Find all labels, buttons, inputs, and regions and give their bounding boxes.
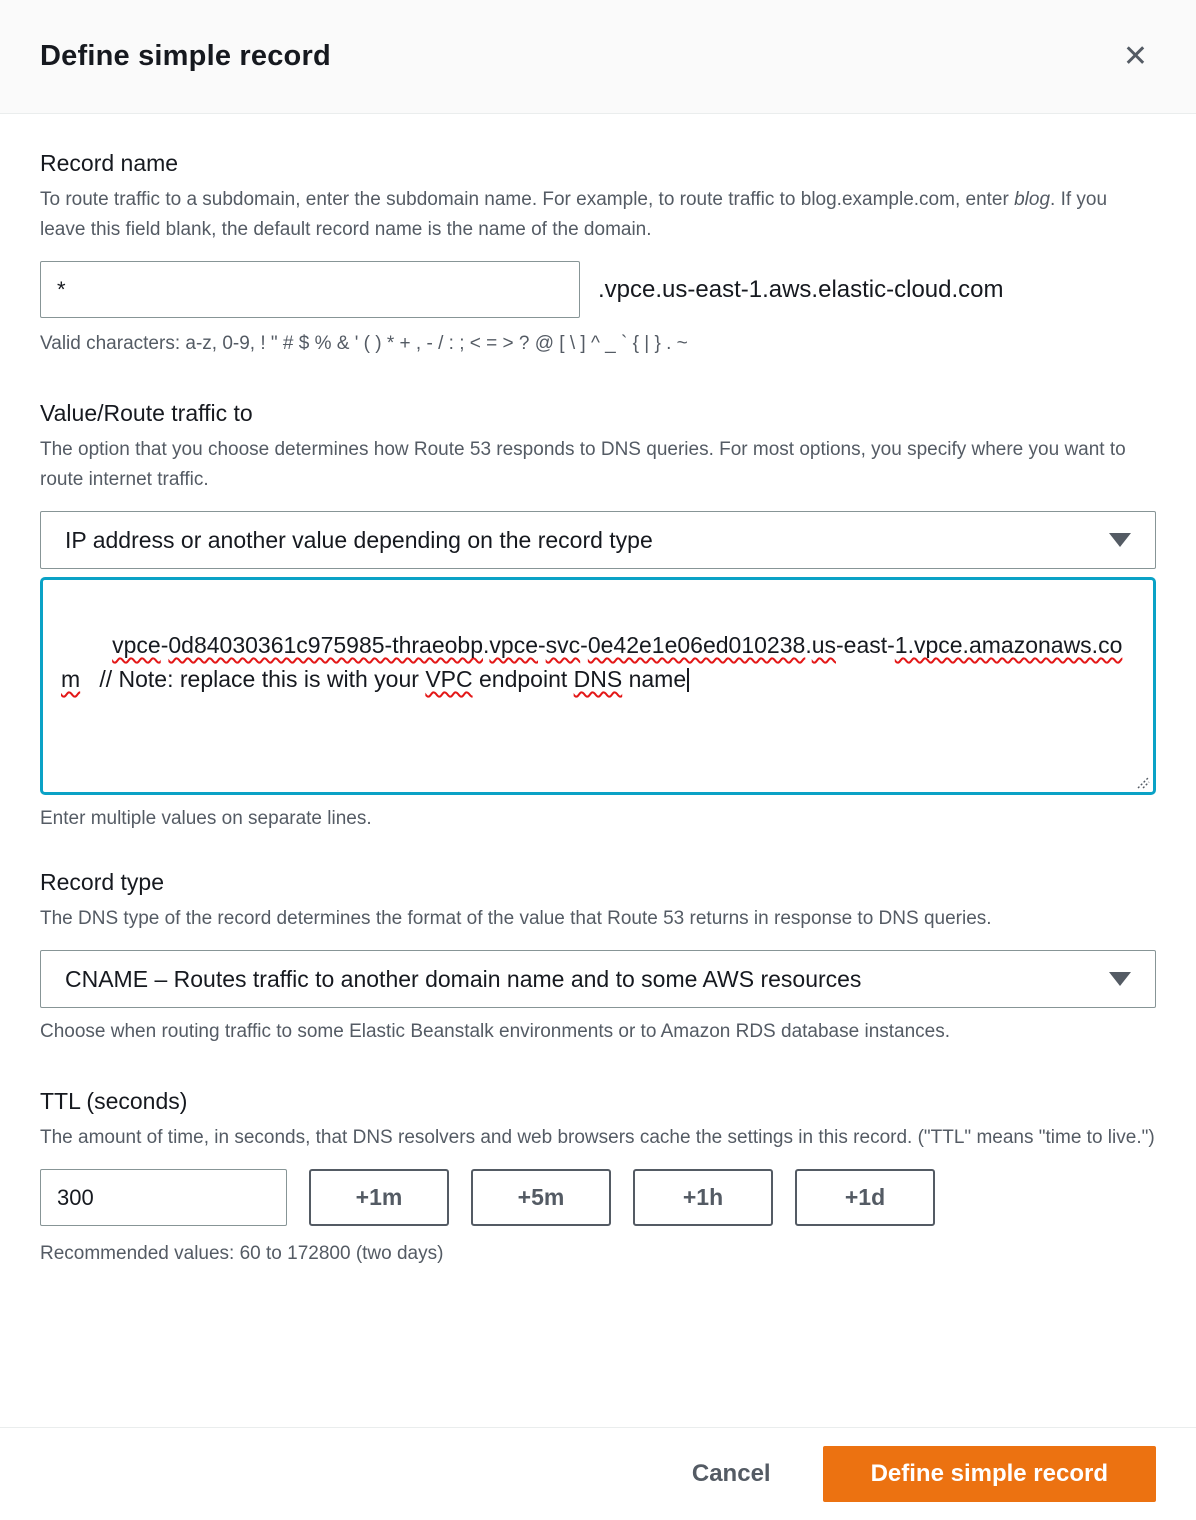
record-type-description: The DNS type of the record determines the format of the value that Route 53 returns in response to DNS queries. bbox=[40, 908, 992, 929]
misspelled-text: svc bbox=[545, 632, 581, 658]
ttl-row bbox=[40, 1169, 1156, 1226]
record-name-section bbox=[40, 150, 1156, 358]
misspelled-text: DNS bbox=[573, 666, 623, 692]
ttl-quick-buttons bbox=[309, 1169, 935, 1226]
value-route-dropdown[interactable] bbox=[40, 511, 1156, 569]
close-icon[interactable]: ✕ bbox=[1119, 38, 1152, 76]
dialog-title: Define simple record bbox=[40, 40, 331, 72]
misspelled-text: 0e42e1e06ed010238 bbox=[587, 632, 806, 658]
record-name-description bbox=[40, 185, 1156, 245]
record-type-label: Record type bbox=[40, 869, 165, 895]
textarea-text: endpoint bbox=[472, 666, 574, 692]
multiple-values-helper: Enter multiple values on separate lines. bbox=[40, 808, 372, 829]
misspelled-text: 0d84030361c975985-thraeobp bbox=[168, 632, 484, 658]
misspelled-text: vpce bbox=[112, 632, 161, 658]
ttl-input[interactable] bbox=[40, 1169, 287, 1226]
record-name-row bbox=[40, 261, 1156, 318]
record-name-label: Record name bbox=[40, 150, 179, 176]
value-textarea[interactable] bbox=[40, 577, 1156, 795]
ttl-add-5m-button[interactable]: +5m bbox=[471, 1169, 611, 1226]
value-route-description: The option that you choose determines how Route 53 responds to DNS queries. For most options, you specify where you want to route internet traffic. bbox=[40, 439, 1126, 490]
textarea-text: - bbox=[160, 632, 169, 658]
record-name-description-text-2: . If you leave this field blank, the default record name is the name of the domain. bbox=[40, 189, 1108, 240]
value-route-label: Value/Route traffic to bbox=[40, 400, 253, 426]
valid-characters-helper: Valid characters: a-z, 0-9, ! " # $ % & ' ( ) * + , - / : ; < = > ? @ [ \ ] ^ _ ` { | } . ~ bbox=[40, 333, 688, 354]
dialog-header bbox=[0, 0, 1196, 114]
ttl-section bbox=[40, 1088, 1156, 1268]
value-route-dropdown-value: IP address or another value depending on the record type bbox=[65, 526, 653, 553]
cancel-button[interactable]: Cancel bbox=[691, 1460, 771, 1487]
textarea-text: -east- bbox=[836, 632, 895, 658]
textarea-text: . bbox=[805, 632, 812, 658]
chevron-down-icon bbox=[1109, 533, 1131, 547]
text-caret bbox=[687, 668, 689, 692]
record-type-dropdown-value: CNAME – Routes traffic to another domain name and to some AWS resources bbox=[65, 965, 862, 992]
define-simple-record-button[interactable]: Define simple record bbox=[823, 1446, 1156, 1502]
ttl-description: The amount of time, in seconds, that DNS resolvers and web browsers cache the settings in this record. ("TTL" means "time to live.") bbox=[40, 1127, 1155, 1148]
textarea-text: . bbox=[483, 632, 490, 658]
ttl-add-1m-button[interactable]: +1m bbox=[309, 1169, 449, 1226]
record-name-description-italic: blog bbox=[1014, 189, 1051, 210]
record-type-dropdown[interactable] bbox=[40, 950, 1156, 1008]
textarea-text: - bbox=[538, 632, 546, 658]
textarea-text: // Note: replace this is with your bbox=[80, 666, 426, 692]
record-type-section bbox=[40, 869, 1156, 1046]
record-type-helper: Choose when routing traffic to some Elastic Beanstalk environments or to Amazon RDS database instances. bbox=[40, 1021, 951, 1042]
textarea-text: - bbox=[580, 632, 588, 658]
ttl-recommended-helper: Recommended values: 60 to 172800 (two days) bbox=[40, 1243, 444, 1264]
misspelled-text: VPC bbox=[425, 666, 473, 692]
misspelled-text: us bbox=[811, 632, 836, 658]
record-name-description-text: To route traffic to a subdomain, enter the subdomain name. For example, to route traffic to blog.example.com, enter bbox=[40, 189, 1015, 210]
ttl-add-1d-button[interactable]: +1d bbox=[795, 1169, 935, 1226]
ttl-label: TTL (seconds) bbox=[40, 1088, 188, 1114]
resize-handle-icon[interactable] bbox=[1134, 773, 1150, 789]
misspelled-text: 1.vpce.amazonaws.com bbox=[61, 632, 1123, 692]
value-route-section bbox=[40, 400, 1156, 833]
dialog-content bbox=[0, 114, 1196, 1427]
record-name-input[interactable] bbox=[40, 261, 580, 318]
ttl-add-1h-button[interactable]: +1h bbox=[633, 1169, 773, 1226]
dialog-footer bbox=[0, 1427, 1196, 1520]
misspelled-text: vpce bbox=[489, 632, 538, 658]
textarea-text: name bbox=[622, 666, 687, 692]
domain-suffix: .vpce.us-east-1.aws.elastic-cloud.com bbox=[598, 275, 1004, 303]
chevron-down-icon bbox=[1109, 972, 1131, 986]
